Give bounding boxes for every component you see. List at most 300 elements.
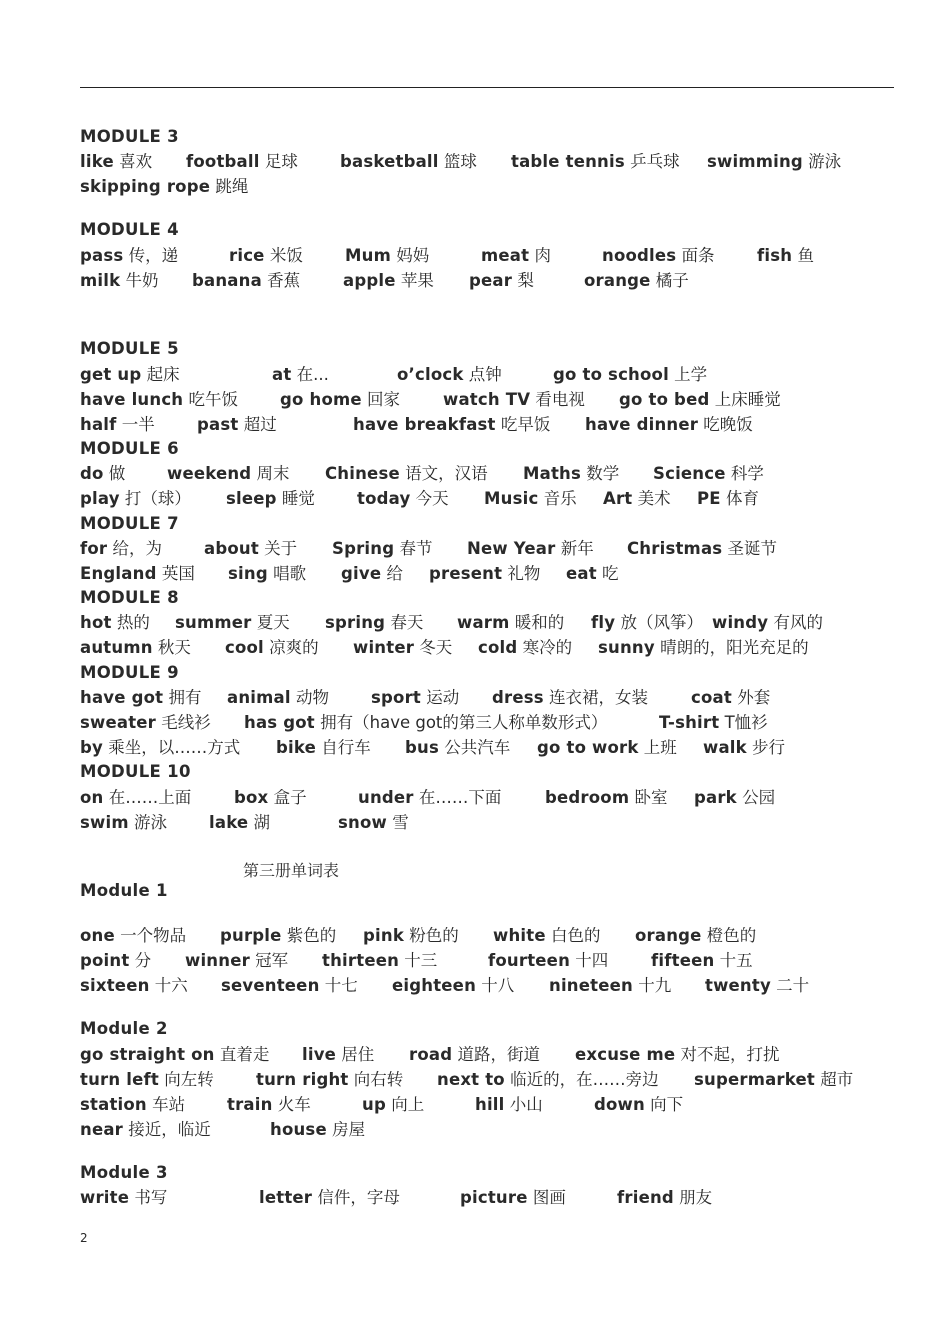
- vocab-english: past: [197, 415, 239, 434]
- vocab-chinese: 书写: [129, 1188, 168, 1207]
- vocab-entry: [457, 613, 564, 633]
- vocab-chinese: 梨: [512, 271, 534, 290]
- vocab-chinese: 紫色的: [281, 926, 337, 945]
- vocab-chinese: 盒子: [268, 788, 307, 807]
- vocab-english: orange: [584, 271, 651, 290]
- vocab-chinese: 一个物品: [114, 926, 187, 945]
- vocab-entry: [635, 926, 756, 946]
- vocab-english: walk: [703, 738, 747, 757]
- vocab-english: basketball: [340, 152, 439, 171]
- vocab-entry: [353, 415, 550, 435]
- vocab-chinese: 上学: [668, 365, 708, 384]
- vocab-english: has got: [244, 713, 315, 732]
- vocab-english: for: [80, 539, 108, 558]
- vocab-entry: [80, 390, 238, 410]
- vocab-entry: [186, 152, 298, 172]
- vocab-english: bus: [405, 738, 439, 757]
- vocab-entry: [703, 738, 785, 758]
- vocab-chinese: 回家: [361, 390, 401, 409]
- vocab-chinese: 卧室: [629, 788, 668, 807]
- vocab-chinese: 晴朗的，阳光充足的: [654, 638, 809, 657]
- vocab-chinese: 十四: [570, 951, 609, 970]
- vocab-entry: [757, 246, 814, 266]
- vocab-chinese: 向右转: [348, 1070, 404, 1089]
- vocab-english: sixteen: [80, 976, 150, 995]
- vocab-chinese: 打（球）: [119, 489, 191, 508]
- vocab-entry: [697, 489, 759, 509]
- vocab-english: football: [186, 152, 260, 171]
- vocab-entry: [197, 415, 277, 435]
- vocab-english: coat: [691, 688, 732, 707]
- vocab-chinese: 橙色的: [701, 926, 757, 945]
- vocab-english: bedroom: [545, 788, 630, 807]
- vocab-chinese: 超过: [238, 415, 277, 434]
- vocab-entry: [80, 271, 159, 291]
- vocab-entry: [598, 638, 809, 658]
- vocab-entry: [371, 688, 459, 708]
- vocab-english: o’clock: [397, 365, 464, 384]
- vocab-english: England: [80, 564, 157, 583]
- vocab-chinese: 吃早饭: [495, 415, 551, 434]
- vocab-english: bike: [276, 738, 316, 757]
- vocab-chinese: 热的: [111, 613, 150, 632]
- vocab-english: purple: [220, 926, 282, 945]
- vocab-english: hill: [475, 1095, 505, 1114]
- vocab-entry: [484, 489, 577, 509]
- vocab-english: pass: [80, 246, 124, 265]
- vocab-english: eighteen: [392, 976, 477, 995]
- vocab-entry: [227, 688, 329, 708]
- vocab-english: winter: [353, 638, 415, 657]
- vocab-entry: [694, 1070, 853, 1090]
- vocab-chinese: 足球: [259, 152, 298, 171]
- vocab-chinese: 毛线衫: [156, 713, 211, 732]
- vocab-chinese: 放（风筝）: [615, 613, 703, 632]
- vocab-entry: [80, 638, 191, 658]
- vocab-entry: [80, 688, 201, 708]
- vocab-entry: [221, 976, 358, 996]
- module-heading: MODULE 3: [80, 127, 179, 146]
- vocab-entry: [338, 813, 409, 833]
- vocab-english: play: [80, 489, 120, 508]
- vocab-english: fly: [591, 613, 616, 632]
- vocab-entry: [523, 464, 619, 484]
- vocab-entry: [228, 564, 306, 584]
- vocab-chinese: 苹果: [395, 271, 434, 290]
- vocab-entry: [325, 464, 488, 484]
- vocab-entry: [405, 738, 510, 758]
- vocab-english: banana: [192, 271, 262, 290]
- vocab-entry: [443, 390, 585, 410]
- vocab-entry: [602, 246, 715, 266]
- vocab-chinese: 喜欢: [113, 152, 153, 171]
- vocab-english: excuse me: [575, 1045, 676, 1064]
- vocab-chinese: 点钟: [463, 365, 502, 384]
- vocab-chinese: 接近，临近: [123, 1120, 211, 1139]
- vocab-english: supermarket: [694, 1070, 815, 1089]
- vocab-entry: [80, 177, 248, 197]
- vocab-chinese: 公共汽车: [438, 738, 511, 757]
- vocab-entry: [80, 788, 191, 808]
- vocab-entry: [80, 564, 195, 584]
- vocab-entry: [345, 246, 429, 266]
- vocab-chinese: 冬天: [414, 638, 453, 657]
- vocab-english: orange: [635, 926, 702, 945]
- vocab-chinese: 上床睡觉: [709, 390, 781, 409]
- vocab-chinese: 吃午饭: [183, 390, 238, 409]
- vocab-chinese: 圣诞节: [722, 539, 778, 558]
- vocab-english: table tennis: [511, 152, 625, 171]
- vocab-english: have got: [80, 688, 164, 707]
- vocab-entry: [712, 613, 823, 633]
- vocab-chinese: 英国: [156, 564, 195, 583]
- vocab-chinese: 科学: [725, 464, 764, 483]
- vocab-chinese: 寒冷的: [517, 638, 573, 657]
- vocab-entry: [80, 539, 162, 559]
- page-number: 2: [80, 1231, 88, 1245]
- vocab-english: train: [227, 1095, 273, 1114]
- vocab-chinese: 车站: [146, 1095, 186, 1114]
- vocab-chinese: 连衣裙，女装: [543, 688, 649, 707]
- vocab-chinese: 十九: [632, 976, 672, 995]
- vocab-chinese: 牛奶: [120, 271, 159, 290]
- vocab-english: seventeen: [221, 976, 320, 995]
- vocab-english: rice: [229, 246, 265, 265]
- vocab-english: PE: [697, 489, 721, 508]
- vocab-english: apple: [343, 271, 396, 290]
- vocab-chinese: 在……下面: [413, 788, 502, 807]
- vocab-entry: [80, 951, 151, 971]
- vocab-english: have dinner: [585, 415, 699, 434]
- vocab-english: today: [357, 489, 411, 508]
- vocab-entry: [192, 271, 300, 291]
- vocab-entry: [276, 738, 371, 758]
- vocab-entry: [584, 271, 689, 291]
- vocab-entry: [397, 365, 502, 385]
- vocab-chinese: 今天: [410, 489, 449, 508]
- vocab-entry: [603, 489, 671, 509]
- vocab-chinese: 分: [129, 951, 152, 970]
- vocab-chinese: 数学: [581, 464, 620, 483]
- vocab-entry: [322, 951, 437, 971]
- vocab-entry: [80, 1070, 214, 1090]
- vocab-entry: [469, 271, 534, 291]
- vocab-entry: [80, 152, 152, 172]
- vocab-entry: [488, 951, 608, 971]
- vocab-english: warm: [457, 613, 510, 632]
- vocab-chinese: 秋天: [152, 638, 191, 657]
- vocab-entry: [80, 246, 178, 266]
- vocab-english: swimming: [707, 152, 803, 171]
- vocab-entry: [358, 788, 501, 808]
- vocab-chinese: 面条: [676, 246, 715, 265]
- vocab-chinese: 肉: [529, 246, 551, 265]
- vocab-english: white: [493, 926, 546, 945]
- vocab-chinese: 向上: [385, 1095, 425, 1114]
- vocab-english: near: [80, 1120, 124, 1139]
- vocab-entry: [234, 788, 307, 808]
- vocab-english: turn left: [80, 1070, 159, 1089]
- vocab-entry: [227, 1095, 311, 1115]
- vocab-english: eat: [566, 564, 597, 583]
- vocab-entry: [341, 564, 403, 584]
- vocab-entry: [694, 788, 775, 808]
- vocab-english: nineteen: [549, 976, 633, 995]
- vocab-english: road: [409, 1045, 453, 1064]
- vocab-english: like: [80, 152, 114, 171]
- vocab-chinese: 游泳: [128, 813, 167, 832]
- vocab-chinese: 粉色的: [404, 926, 459, 945]
- vocab-chinese: 临近的，在……旁边: [504, 1070, 659, 1089]
- vocab-entry: [209, 813, 270, 833]
- vocab-entry: [226, 489, 315, 509]
- vocab-chinese: 橘子: [650, 271, 689, 290]
- vocab-entry: [325, 613, 423, 633]
- vocab-english: go to school: [553, 365, 669, 384]
- vocab-chinese: 居住: [336, 1045, 375, 1064]
- vocab-chinese: 关于: [258, 539, 298, 558]
- vocab-entry: [80, 365, 180, 385]
- vocab-chinese: 新年: [555, 539, 594, 558]
- vocab-english: box: [234, 788, 269, 807]
- book3-module-heading: Module 2: [80, 1019, 168, 1038]
- vocab-entry: [653, 464, 764, 484]
- vocab-english: go to work: [537, 738, 639, 757]
- vocab-english: half: [80, 415, 117, 434]
- vocab-entry: [280, 390, 400, 410]
- vocab-entry: [627, 539, 777, 559]
- vocab-entry: [409, 1045, 540, 1065]
- vocab-chinese: 步行: [746, 738, 786, 757]
- vocab-chinese: 十八: [476, 976, 515, 995]
- vocab-chinese: 体育: [720, 489, 760, 508]
- vocab-chinese: 十三: [399, 951, 438, 970]
- vocab-english: sport: [371, 688, 421, 707]
- vocab-chinese: 有风的: [768, 613, 823, 632]
- vocab-chinese: 在...: [291, 365, 329, 384]
- vocab-english: sing: [228, 564, 268, 583]
- vocab-chinese: 妈妈: [390, 246, 430, 265]
- module-heading: MODULE 9: [80, 663, 179, 682]
- vocab-entry: [357, 489, 449, 509]
- vocab-english: New Year: [467, 539, 556, 558]
- vocab-chinese: 语文，汉语: [399, 464, 488, 483]
- vocab-chinese: 春节: [394, 539, 433, 558]
- vocab-english: go home: [280, 390, 362, 409]
- vocab-chinese: 米饭: [264, 246, 303, 265]
- vocab-english: sweater: [80, 713, 157, 732]
- book3-module-heading: Module 3: [80, 1163, 168, 1182]
- module-heading: MODULE 10: [80, 762, 191, 781]
- vocab-entry: [493, 926, 600, 946]
- vocab-entry: [80, 738, 240, 758]
- vocab-chinese: 拥有: [163, 688, 202, 707]
- vocab-chinese: 动物: [290, 688, 329, 707]
- vocab-english: Christmas: [627, 539, 723, 558]
- vocab-english: on: [80, 788, 104, 807]
- vocab-entry: [591, 613, 703, 633]
- vocab-chinese: 十六: [149, 976, 188, 995]
- vocab-english: cool: [225, 638, 264, 657]
- vocab-entry: [272, 365, 329, 385]
- vocab-english: lake: [209, 813, 249, 832]
- vocab-english: milk: [80, 271, 121, 290]
- module-heading: MODULE 6: [80, 439, 179, 458]
- vocab-entry: [492, 688, 648, 708]
- vocab-chinese: 鱼: [792, 246, 814, 265]
- vocab-chinese: 给，为: [107, 539, 163, 558]
- vocab-chinese: 一半: [116, 415, 155, 434]
- vocab-chinese: 道路，街道: [452, 1045, 540, 1064]
- vocab-chinese: 唱歌: [267, 564, 307, 583]
- vocab-entry: [460, 1188, 566, 1208]
- vocab-chinese: 运动: [421, 688, 460, 707]
- vocab-chinese: 外套: [731, 688, 771, 707]
- vocab-chinese: 二十: [770, 976, 810, 995]
- vocab-chinese: 凉爽的: [263, 638, 319, 657]
- vocab-english: Art: [603, 489, 633, 508]
- vocab-entry: [617, 1188, 712, 1208]
- vocab-chinese: 起床: [141, 365, 180, 384]
- vocab-english: go to bed: [619, 390, 710, 409]
- vocab-chinese: 游泳: [802, 152, 842, 171]
- vocab-entry: [481, 246, 551, 266]
- vocab-entry: [80, 713, 211, 733]
- vocab-english: Spring: [332, 539, 395, 558]
- vocab-english: sleep: [226, 489, 277, 508]
- vocab-english: summer: [175, 613, 252, 632]
- vocab-entry: [545, 788, 667, 808]
- vocab-entry: [204, 539, 297, 559]
- vocab-english: under: [358, 788, 414, 807]
- vocab-english: at: [272, 365, 292, 384]
- vocab-english: picture: [460, 1188, 528, 1207]
- vocab-chinese: T恤衫: [719, 713, 768, 732]
- vocab-entry: [256, 1070, 403, 1090]
- vocab-entry: [651, 951, 753, 971]
- book3-module-heading: Module 1: [80, 881, 168, 900]
- vocab-entry: [575, 1045, 780, 1065]
- vocab-english: fifteen: [651, 951, 715, 970]
- vocab-english: cold: [478, 638, 518, 657]
- vocab-english: thirteen: [322, 951, 400, 970]
- vocab-chinese: 吃: [596, 564, 619, 583]
- vocab-english: Science: [653, 464, 726, 483]
- vocab-entry: [363, 926, 459, 946]
- vocab-entry: [80, 613, 150, 633]
- vocab-chinese: 冠军: [249, 951, 289, 970]
- vocab-english: fourteen: [488, 951, 571, 970]
- vocab-entry: [270, 1120, 365, 1140]
- vocab-english: point: [80, 951, 130, 970]
- vocab-english: park: [694, 788, 737, 807]
- vocab-chinese: 白色的: [545, 926, 601, 945]
- vocab-chinese: 图画: [527, 1188, 566, 1207]
- vocab-entry: [244, 713, 607, 733]
- vocab-chinese: 直着走: [214, 1045, 270, 1064]
- vocab-english: letter: [259, 1188, 313, 1207]
- vocab-entry: [332, 539, 433, 559]
- vocab-english: Mum: [345, 246, 391, 265]
- vocab-entry: [566, 564, 619, 584]
- vocab-entry: [478, 638, 572, 658]
- vocab-chinese: 给: [381, 564, 403, 583]
- vocab-english: T-shirt: [659, 713, 720, 732]
- vocab-english: give: [341, 564, 382, 583]
- vocab-english: by: [80, 738, 103, 757]
- vocab-entry: [80, 489, 191, 509]
- vocab-chinese: 乘坐，以……方式: [102, 738, 241, 757]
- vocab-english: noodles: [602, 246, 677, 265]
- vocab-chinese: 向左转: [158, 1070, 214, 1089]
- vocab-entry: [429, 564, 540, 584]
- vocab-entry: [220, 926, 336, 946]
- vocab-english: have lunch: [80, 390, 184, 409]
- vocab-entry: [511, 152, 680, 172]
- vocab-entry: [80, 976, 188, 996]
- vocab-entry: [343, 271, 434, 291]
- vocab-english: Music: [484, 489, 539, 508]
- vocab-english: windy: [712, 613, 769, 632]
- vocab-entry: [362, 1095, 424, 1115]
- vocab-english: hot: [80, 613, 112, 632]
- vocab-chinese: 礼物: [502, 564, 541, 583]
- vocab-entry: [537, 738, 677, 758]
- vocab-entry: [80, 415, 155, 435]
- vocab-chinese: 信件，字母: [312, 1188, 400, 1207]
- vocab-chinese: 篮球: [438, 152, 477, 171]
- vocab-entry: [80, 1188, 167, 1208]
- vocab-chinese: 火车: [272, 1095, 311, 1114]
- vocab-english: next to: [437, 1070, 505, 1089]
- vocab-entry: [392, 976, 514, 996]
- vocab-chinese: 自行车: [316, 738, 371, 757]
- vocab-entry: [585, 415, 753, 435]
- vocab-chinese: 十七: [319, 976, 358, 995]
- vocab-chinese: 小山: [504, 1095, 543, 1114]
- vocab-entry: [185, 951, 288, 971]
- vocab-chinese: 湖: [248, 813, 271, 832]
- vocab-english: fish: [757, 246, 793, 265]
- vocab-english: meat: [481, 246, 530, 265]
- vocab-chinese: 传，递: [123, 246, 179, 265]
- vocab-english: one: [80, 926, 115, 945]
- vocab-chinese: 拥有（have got的第三人称单数形式）: [314, 713, 608, 732]
- vocab-english: live: [302, 1045, 337, 1064]
- vocab-chinese: 房屋: [326, 1120, 366, 1139]
- vocab-entry: [340, 152, 477, 172]
- vocab-entry: [259, 1188, 400, 1208]
- vocab-english: autumn: [80, 638, 153, 657]
- vocab-chinese: 雪: [386, 813, 409, 832]
- vocab-chinese: 十五: [714, 951, 753, 970]
- vocab-entry: [80, 1045, 269, 1065]
- vocab-chinese: 在……上面: [103, 788, 192, 807]
- vocab-english: house: [270, 1120, 327, 1139]
- vocab-chinese: 做: [103, 464, 126, 483]
- vocab-entry: [302, 1045, 374, 1065]
- vocab-entry: [167, 464, 290, 484]
- vocab-entry: [80, 1120, 211, 1140]
- vocab-english: friend: [617, 1188, 674, 1207]
- vocab-english: twenty: [705, 976, 771, 995]
- vocab-chinese: 向下: [644, 1095, 684, 1114]
- vocab-english: get up: [80, 365, 142, 384]
- vocab-chinese: 吃晚饭: [698, 415, 753, 434]
- vocab-english: pink: [363, 926, 404, 945]
- vocab-entry: [229, 246, 303, 266]
- vocab-english: skipping rope: [80, 177, 211, 196]
